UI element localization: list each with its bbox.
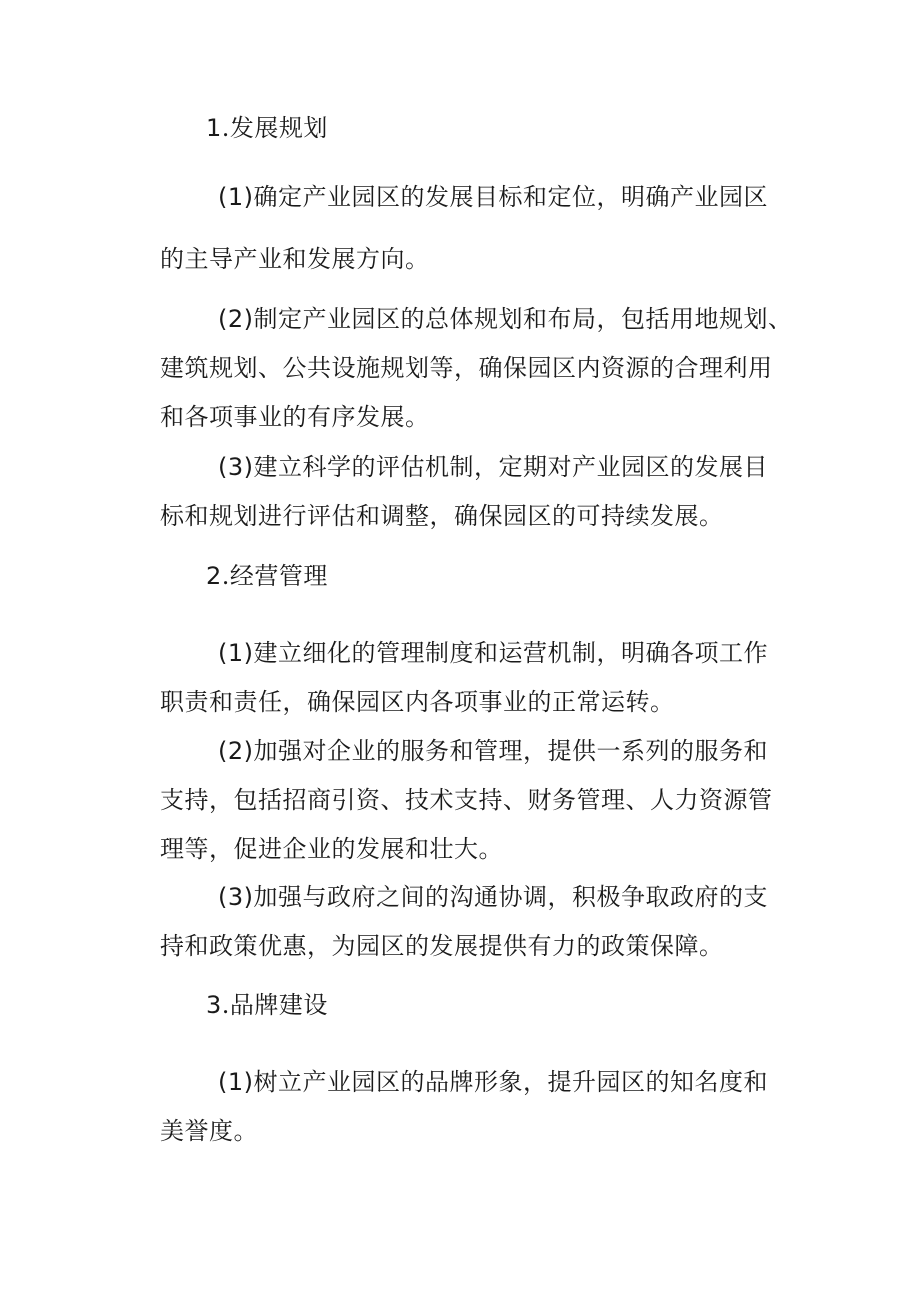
item-text: 树立产业园区的品牌形象，提升园区的知名度和 <box>253 1068 768 1096</box>
section-heading-3 <box>206 991 328 1019</box>
paragraph-line <box>218 737 768 765</box>
paragraph-line <box>218 883 768 911</box>
item-text: 加强与政府之间的沟通协调，积极争取政府的支 <box>253 883 768 911</box>
section-heading-2 <box>206 562 328 590</box>
item-text: 加强对企业的服务和管理，提供一系列的服务和 <box>253 737 768 765</box>
item-marker: (3) <box>218 453 254 481</box>
paragraph-line <box>218 453 768 481</box>
paragraph-line <box>218 639 768 667</box>
section-number: 2 <box>206 562 222 590</box>
item-marker: (1) <box>218 639 254 667</box>
item-marker: (2) <box>218 737 254 765</box>
paragraph-line: 建筑规划、公共设施规划等，确保园区内资源的合理利用 <box>160 354 773 382</box>
item-text: 建立科学的评估机制，定期对产业园区的发展目 <box>253 453 768 481</box>
paragraph-line: 标和规划进行评估和调整，确保园区的可持续发展。 <box>160 502 724 530</box>
section-title: .品牌建设 <box>221 991 328 1019</box>
paragraph-line: 支持，包括招商引资、技术支持、财务管理、人力资源管 <box>160 786 773 814</box>
paragraph-line <box>218 305 793 333</box>
paragraph-line: 美誉度。 <box>160 1117 258 1145</box>
paragraph-line <box>218 1068 768 1096</box>
paragraph-line: 理等，促进企业的发展和壮大。 <box>160 835 503 863</box>
item-text: 制定产业园区的总体规划和布局，包括用地规划、 <box>253 305 793 333</box>
item-marker: (1) <box>218 183 254 211</box>
paragraph-line: 职责和责任，确保园区内各项事业的正常运转。 <box>160 688 675 716</box>
item-text: 确定产业园区的发展目标和定位，明确产业园区 <box>253 183 768 211</box>
section-title: .发展规划 <box>221 114 328 142</box>
paragraph-line <box>218 183 768 211</box>
item-marker: (3) <box>218 883 254 911</box>
paragraph-line: 的主导产业和发展方向。 <box>160 245 430 273</box>
section-number: 1 <box>206 114 222 142</box>
section-number: 3 <box>206 991 222 1019</box>
item-text: 建立细化的管理制度和运营机制，明确各项工作 <box>253 639 768 667</box>
paragraph-line: 持和政策优惠，为园区的发展提供有力的政策保障。 <box>160 932 724 960</box>
item-marker: (2) <box>218 305 254 333</box>
paragraph-line: 和各项事业的有序发展。 <box>160 403 430 431</box>
item-marker: (1) <box>218 1068 254 1096</box>
section-title: .经营管理 <box>221 562 328 590</box>
section-heading-1 <box>206 114 328 142</box>
